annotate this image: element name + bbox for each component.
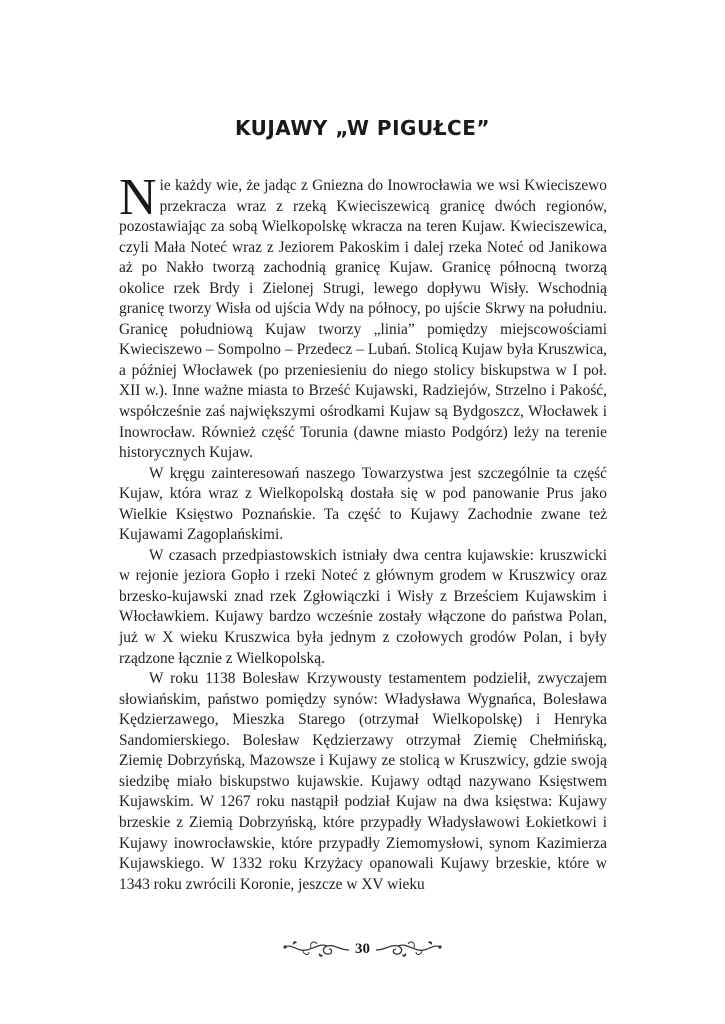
- body-text: [119, 169, 607, 895]
- floral-flourish-icon: [281, 938, 351, 960]
- paragraph: [119, 169, 607, 464]
- page-footer: [0, 934, 725, 964]
- paragraph: W czasach przedpiastowskich istniały dwa centra kujawskie: kruszwicki w rejonie jeziora Gopło i rzeki Noteć z głównym grodem w Kruszwicy oraz brzesko-kujawski znad rzek Zgłowiączki i Wisły z Brześciem Kujawskim i Włocławkiem. Kujawy bardzo wcześnie zostały włączone do państwa Polan, już w X wieku Kruszwica była jednym z czołowych grodów Polan, i były rządzone łącznie z Wielkopolską.: [119, 546, 607, 667]
- page-title: KUJAWY „W PIGUŁCE”: [234, 116, 491, 140]
- page-number: 30: [355, 940, 370, 957]
- drop-cap: N: [119, 169, 157, 226]
- floral-flourish-icon: [374, 938, 444, 960]
- paragraph-text: ie każdy wie, że jadąc z Gniezna do Inowrocławia we wsi Kwieciszewo przekracza wraz z rzeką Kwieciszewicą granicę dwóch regionów, pozostawiając za sobą Wielkopolskę wkracza na teren Kujaw. Kwieciszewica, czyli Mała Noteć wraz z Jeziorem Pakoskim i dalej rzeka Noteć od Janikowa aż po Nakło tworzą zachodnią granicę Kujaw. Granicę północną tworzą okolice rzek Brdy i Zielonej Strugi, lewego dopływu Wisły. Wschodnią granicę tworzy Wisła od ujścia Wdy na północy, po ujście Skrwy na południu. Granicę południową Kujaw tworzy „linia” pomiędzy miejscowościami Kwieciszewo – Sompolno – Przedecz – Lubań. Stolicą Kujaw była Kruszwica, a później Włocławek (po przeniesieniu do niego stolicy biskupstwa w I poł. XII w.). Inne ważne miasta to Brześć Kujawski, Radziejów, Strzelno i Pakość, współcześnie zaś największymi ośrodkami Kujaw są Bydgoszcz, Włocławek i Inowrocław. Również część Torunia (dawne miasto Podgórz) leży na terenie historycznych Kujaw.: [119, 177, 607, 462]
- paragraph: W kręgu zainteresowań naszego Towarzystwa jest szczególnie ta część Kujaw, która wraz z Wielkopolską dostała się w pod panowanie Prus jako Wielkie Księstwo Poznańskie. Ta część to Kujawy Zachodnie zwane też Kujawami Zagoplańskimi.: [119, 464, 607, 544]
- paragraph: W roku 1138 Bolesław Krzywousty testamentem podzielił, zwyczajem słowiańskim, państwo pomiędzy synów: Władysława Wygnańca, Bolesława Kędzierzawego, Mieszka Starego (otrzymał Wielkopolskę) i Henryka Sandomierskiego. Bolesław Kędzierzawy otrzymał Ziemię Chełmińską, Ziemię Dobrzyńską, Mazowsze i Kujawy ze stolicą w Kruszwicy, gdzie swoją siedzibę miało biskupstwo kujawskie. Kujawy odtąd nazywano Księstwem Kujawskim. W 1267 roku nastąpił podział Kujaw na dwa księstwa: Kujawy brzeskie z Ziemią Dobrzyńską, które przypadły Władysławowi Łokietkowi i Kujawy inowrocławskie, które przypadły Ziemomysłowi, synom Kazimierza Kujawskiego. W 1332 roku Krzyżacy opanowali Kujawy brzeskie, które w 1343 roku zwrócili Koronie, jeszcze w XV wieku: [119, 670, 607, 893]
